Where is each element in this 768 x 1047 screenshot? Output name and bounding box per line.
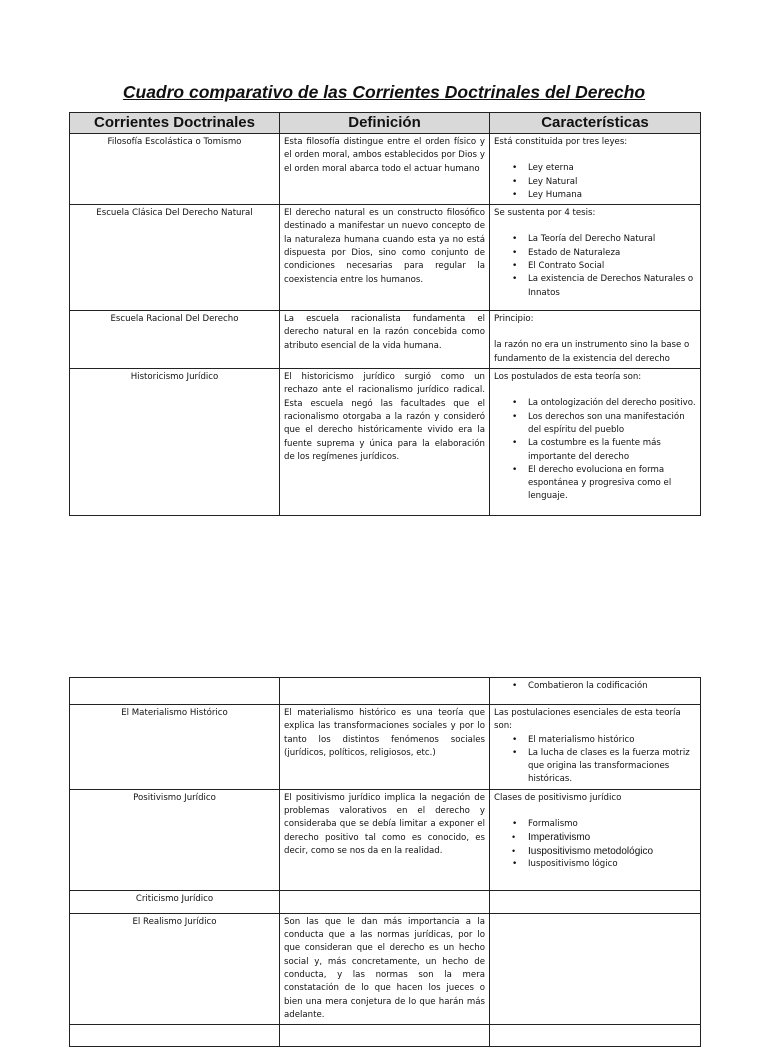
row-characteristics [490, 369, 701, 516]
comparison-table-continued [69, 677, 701, 1047]
row-name [70, 678, 280, 705]
list-item: • La existencia de Derechos Naturales o Innatos [528, 273, 696, 300]
characteristics-intro: Clases de positivismo jurídico [494, 792, 622, 803]
list-item: • Iuspositivismo metodológico [528, 845, 696, 858]
characteristics-intro: Está constituida por tres leyes: [494, 137, 628, 147]
row-name: Historicismo Jurídico [70, 369, 280, 516]
row-name: Filosofía Escolástica o Tomismo [70, 134, 280, 205]
characteristics-list [494, 397, 696, 503]
list-item: • Ley Humana [528, 189, 696, 202]
header-caracteristicas: Características [490, 113, 701, 134]
list-item: • La lucha de clases es la fuerza motriz que origina las transformaciones históricas. [528, 747, 696, 787]
row-definition: Son las que le dan más importancia a la conducta que a las normas jurídicas, por lo que consideran que el derecho es un hecho social y, más concretamente, un hecho de conducta, y las normas son la mera constatación de lo que hacen los jueces o bien una mera conjetura de lo que harán más adelante. [280, 913, 490, 1024]
row-characteristics [490, 1025, 701, 1047]
list-item: • Iuspositivismo lógico [528, 858, 696, 871]
row-definition: El materialismo histórico es una teoría que explica las transformaciones sociales y por lo tanto los distintos fenómenos sociales (jurídicos, políticos, religiosos, etc.) [280, 705, 490, 790]
table-row [70, 134, 701, 205]
row-name: Escuela Racional Del Derecho [70, 311, 280, 369]
list-item: • Los derechos son una manifestación del espíritu del pueblo [528, 411, 696, 438]
characteristics-list [494, 162, 696, 202]
list-item: • Ley Natural [528, 176, 696, 189]
table-row [70, 913, 701, 1024]
list-item: • Formalismo [528, 818, 696, 831]
header-corrientes: Corrientes Doctrinales [70, 113, 280, 134]
row-name: El Realismo Jurídico [70, 913, 280, 1024]
row-characteristics [490, 789, 701, 890]
list-item: • Ley eterna [528, 162, 696, 175]
row-name: El Materialismo Histórico [70, 705, 280, 790]
characteristics-list [494, 233, 696, 299]
table-row [70, 369, 701, 516]
row-definition: El positivismo jurídico implica la negación de problemas valorativos en el derecho y consideraba que se debía limitar a exponer el derecho positivo tal como es conocido, es decir, como se nos da en la realidad. [280, 789, 490, 890]
row-definition: Esta filosofía distingue entre el orden físico y el orden moral, ambos establecidos por Dios y el orden moral abarca todo el actuar humano [280, 134, 490, 205]
list-item: • La ontologización del derecho positivo. [528, 397, 696, 410]
row-definition: El historicismo jurídico surgió como un rechazo ante el racionalismo jurídico radical. Esta escuela negó las facultades que el racionalismo otorgaba a la razón y consideró que el derecho históricamente vivido era la fuente suprema y única para la elaboración de los regímenes jurídicos. [280, 369, 490, 516]
table-row [70, 789, 701, 890]
table-header-row [70, 113, 701, 134]
row-definition: El derecho natural es un constructo filosófico destinado a manifestar un nuevo concepto de la naturaleza humana cuando esta ya no está dispuesta por Dios, sino como conjunto de condiciones necesarias para regular la coexistencia entre los humanos. [280, 205, 490, 311]
header-definicion: Definición [280, 113, 490, 134]
table-row [70, 890, 701, 913]
row-characteristics [490, 705, 701, 790]
table-row [70, 705, 701, 790]
row-definition [280, 890, 490, 913]
row-name: Positivismo Jurídico [70, 789, 280, 890]
characteristics-text: la razón no era un instrumento sino la base o fundamento de la existencia del derecho [494, 340, 690, 364]
table-row [70, 205, 701, 311]
characteristics-intro: Los postulados de esta teoría son: [494, 372, 642, 383]
comparison-table [69, 112, 701, 516]
list-item: • Estado de Naturaleza [528, 247, 696, 260]
table-row [70, 678, 701, 705]
table-row [70, 311, 701, 369]
row-name [70, 1025, 280, 1047]
characteristics-list [494, 818, 696, 871]
characteristics-intro: Principio: [494, 314, 534, 325]
row-name: Escuela Clásica Del Derecho Natural [70, 205, 280, 311]
list-item: • La Teoría del Derecho Natural [528, 233, 696, 246]
row-characteristics [490, 678, 701, 705]
list-item: • El Contrato Social [528, 260, 696, 273]
row-characteristics [490, 890, 701, 913]
row-characteristics [490, 134, 701, 205]
characteristics-list [494, 680, 696, 693]
row-characteristics [490, 913, 701, 1024]
row-definition [280, 678, 490, 705]
list-item: • Imperativismo [528, 831, 696, 844]
row-characteristics [490, 311, 701, 369]
row-characteristics [490, 205, 701, 311]
row-definition: La escuela racionalista fundamenta el derecho natural en la razón concebida como atributo esencial de la vida humana. [280, 311, 490, 369]
list-item: • El derecho evoluciona en forma espontánea y progresiva como el lenguaje. [528, 464, 696, 504]
list-item: • El materialismo histórico [528, 734, 696, 747]
characteristics-list [494, 734, 696, 787]
characteristics-intro: Se sustenta por 4 tesis: [494, 208, 596, 219]
table-row [70, 1025, 701, 1047]
row-definition [280, 1025, 490, 1047]
list-item: • Combatieron la codificación [528, 680, 696, 693]
characteristics-intro: Las postulaciones esenciales de esta teoría son: [494, 708, 681, 732]
document-title: Cuadro comparativo de las Corrientes Doctrinales del Derecho [122, 82, 646, 102]
list-item: • La costumbre es la fuente más importante del derecho [528, 437, 696, 464]
row-name: Criticismo Jurídico [70, 890, 280, 913]
